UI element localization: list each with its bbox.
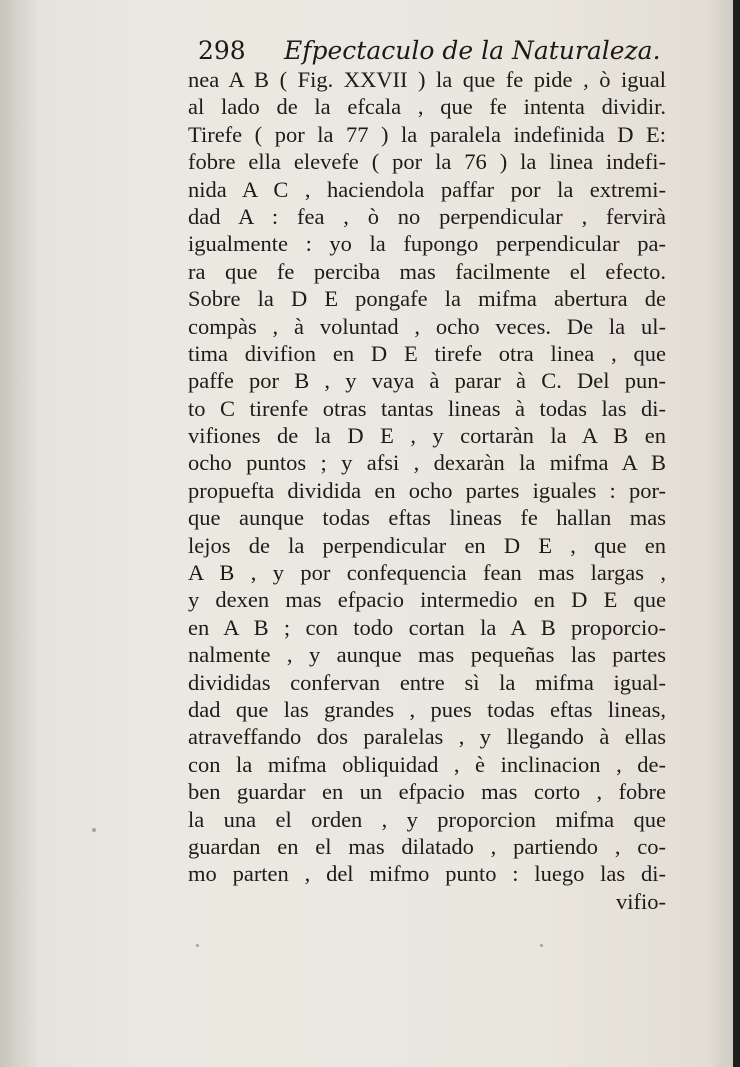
text-line: que aunque todas eftas lineas fe hallan mas [188, 505, 666, 531]
text-line: con la mifma obliquidad , è inclinacion , de- [188, 751, 666, 777]
paper-speck [540, 944, 543, 947]
catchword: vifio- [616, 888, 666, 914]
text-line: propuefta dividida en ocho partes iguales : por- [188, 477, 666, 503]
text-line: ben guardar en un efpacio mas corto , fobre [188, 779, 666, 805]
text-line: en A B ; con todo cortan la A B proporcio- [188, 614, 666, 640]
paper-speck [196, 944, 199, 947]
text-line: to C tirenfe otras tantas lineas à todas las di- [188, 395, 666, 421]
text-line: dad que las grandes , pues todas eftas lineas, [188, 696, 666, 722]
text-line: y dexen mas efpacio intermedio en D E que [188, 587, 666, 613]
text-line: al lado de la efcala , que fe intenta dividir. [188, 94, 666, 120]
text-line: Sobre la D E pongafe la mifma abertura de [188, 286, 666, 312]
text-line: igualmente : yo la fupongo perpendicular pa- [188, 231, 666, 257]
text-line: nida A C , haciendola paffar por la extremi- [188, 176, 666, 202]
text-line: ocho puntos ; y afsi , dexaràn la mifma A B [188, 450, 666, 476]
text-line: mo parten , del mifmo punto : luego las di- [188, 861, 666, 887]
page-edge-shadow [733, 0, 740, 1067]
body-text [188, 66, 666, 915]
gutter-shadow [0, 0, 40, 1067]
paper-speck [92, 828, 96, 832]
running-title: Efpectaculo de la Naturaleza. [284, 36, 661, 65]
text-line: tima divifion en D E tirefe otra linea , que [188, 340, 666, 366]
text-line: divididas confervan entre sì la mifma igual- [188, 669, 666, 695]
text-line: paffe por B , y vaya à parar à C. Del pun- [188, 368, 666, 394]
text-line: atraveffando dos paralelas , y llegando à ellas [188, 724, 666, 750]
page-number: 298 [198, 36, 246, 65]
text-line: la una el orden , y proporcion mifma que [188, 806, 666, 832]
text-line: nea A B ( Fig. XXVII ) la que fe pide , ò igual [188, 67, 666, 92]
text-line: fobre ella elevefe ( por la 76 ) la linea indefi- [188, 149, 666, 175]
text-line: A B , y por confequencia fean mas largas , [188, 560, 666, 586]
text-line: nalmente , y aunque mas pequeñas las partes [188, 642, 666, 668]
text-line: compàs , à voluntad , ocho veces. De la ul- [188, 313, 666, 339]
text-line: ra que fe perciba mas facilmente el efecto. [188, 258, 666, 284]
text-line: lejos de la perpendicular en D E , que en [188, 532, 666, 558]
text-line: dad A : fea , ò no perpendicular , fervirà [188, 203, 666, 229]
text-line: Tirefe ( por la 77 ) la paralela indefinida D E: [188, 121, 666, 147]
text-line: guardan en el mas dilatado , partiendo , co- [188, 833, 666, 859]
text-line: vifiones de la D E , y cortaràn la A B en [188, 423, 666, 449]
